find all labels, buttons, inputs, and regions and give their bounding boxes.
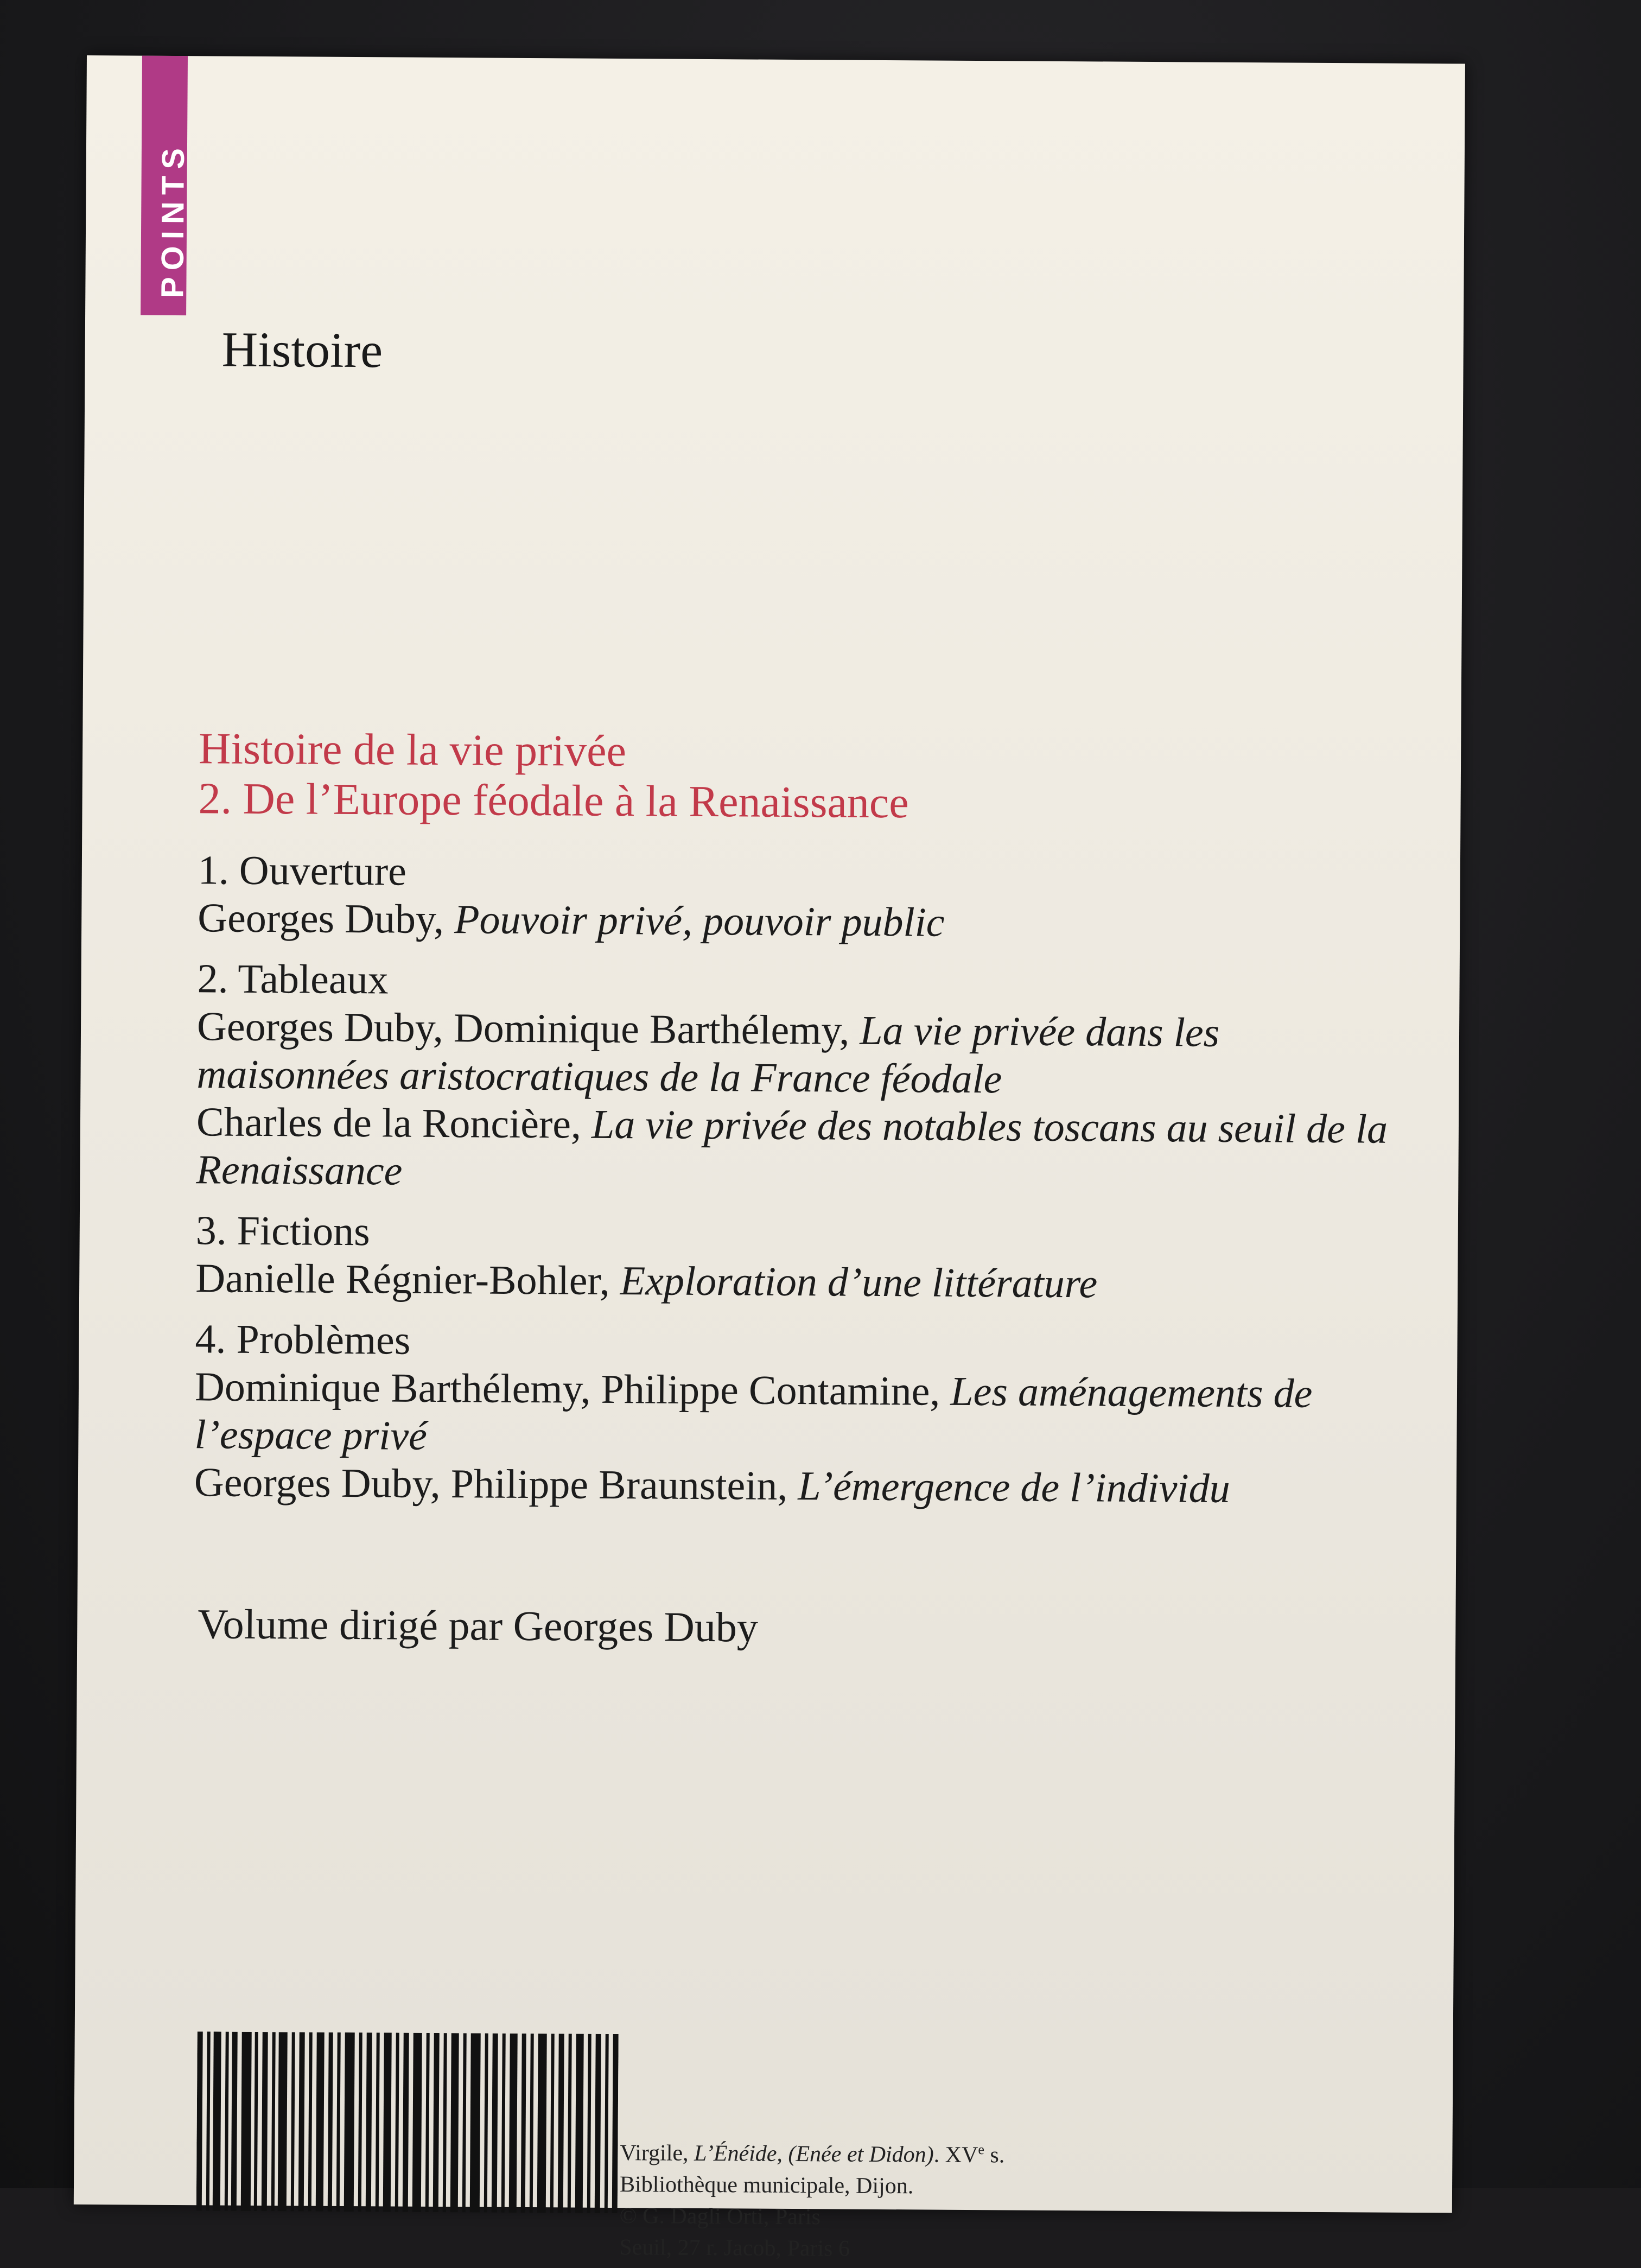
book-back-cover (74, 55, 1465, 2261)
credit-century: . XV (933, 2142, 978, 2168)
credit-century-end: s. (984, 2143, 1005, 2168)
contents-entry (194, 1363, 1416, 1466)
entry-authors: Georges Duby, Philippe Braunstein, (194, 1459, 798, 1509)
credit-century-sup: e (978, 2142, 985, 2158)
title-line-2: 2. De l’Europe féodale à la Renaissance (198, 773, 909, 828)
book-title (198, 723, 909, 828)
entry-authors: Charles de la Roncière, (196, 1099, 592, 1147)
entry-authors: Danielle Régnier-Bohler, (195, 1255, 621, 1304)
contents-entry (196, 1002, 1418, 1106)
section-heading: 3. Fictions (195, 1208, 370, 1255)
section-problemes (194, 1315, 1416, 1514)
cover-illustration-credit (619, 2132, 1004, 2265)
entry-title: Pouvoir privé, pouvoir public (454, 897, 945, 945)
credit-work: L’Énéide, (Enée et Didon) (694, 2140, 934, 2168)
section-tableaux (196, 955, 1419, 1201)
entry-title: La vie privée dans les maisonnées aristocratiques de la France féodale (196, 1007, 1220, 1102)
entry-title: Exploration d’une littérature (620, 1258, 1098, 1307)
section-fictions (195, 1206, 1417, 1310)
section-ouverture (198, 846, 1419, 949)
series-label: Histoire (221, 321, 383, 378)
section-heading: 2. Tableaux (197, 956, 389, 1003)
credit-author: Virgile, (620, 2140, 695, 2166)
contents-entry (198, 894, 1419, 949)
barcode-icon (196, 2031, 619, 2213)
title-line-1: Histoire de la vie privée (198, 723, 627, 776)
entry-authors: Georges Duby, Dominique Barthélemy, (196, 1003, 860, 1053)
table-of-contents (194, 846, 1420, 1527)
credit-line-4: Seuil, 27 r. Jacob, Paris 6 (619, 2235, 850, 2261)
section-heading: 1. Ouverture (198, 847, 407, 894)
contents-entry (195, 1254, 1416, 1310)
entry-title: L’émergence de l’individu (798, 1463, 1230, 1511)
points-logo-text: POINTS (155, 141, 192, 298)
volume-director: Volume dirigé par Georges Duby (198, 1600, 759, 1651)
entry-title: La vie privée des notables toscans au seuil de la Renaissance (196, 1101, 1388, 1194)
entry-authors: Georges Duby, (198, 895, 455, 943)
credit-line-1 (620, 2132, 1004, 2171)
credit-line-3: © G. Dagli Orti, Paris (619, 2203, 821, 2230)
section-heading: 4. Problèmes (195, 1316, 411, 1363)
contents-entry (194, 1458, 1415, 1514)
contents-entry (196, 1098, 1417, 1201)
entry-title: Les aménagements de l’espace privé (194, 1368, 1313, 1459)
credit-line-2: Bibliothèque municipale, Dijon. (619, 2172, 914, 2199)
entry-authors: Dominique Barthélemy, Philippe Contamine, (194, 1364, 951, 1414)
